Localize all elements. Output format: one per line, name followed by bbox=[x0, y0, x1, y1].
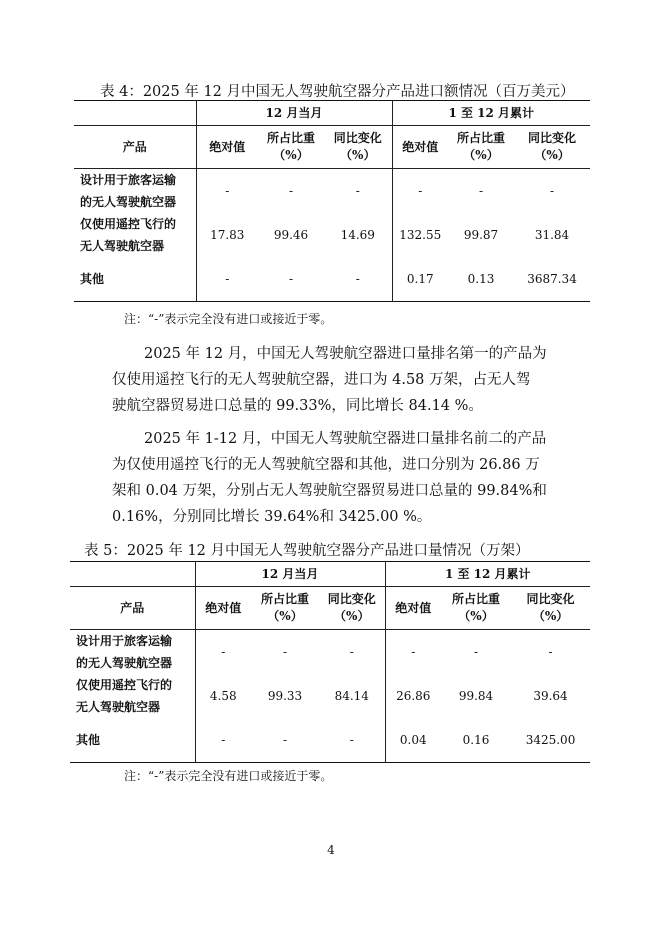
table4-col-share-cum: 所占比重 （%） bbox=[448, 126, 514, 169]
table5-col-share: 所占比重 （%） bbox=[251, 587, 319, 630]
paragraph-1: 2025 年 12 月，中国无人驾驶航空器进口量排名第一的产品为 仅使用遥控飞行的无人驾驶航空器，进口为 4.58 万架，占无人驾 驶航空器贸易进口总量的 99.33%，同比增长 84.14 %。 bbox=[112, 346, 547, 414]
paragraph-2: 2025 年 1-12 月，中国无人驾驶航空器进口量排名前二的产品 为仅使用遥控飞行的无人驾驶航空器和其他，进口分别为 26.86 万 架和 0.04 万架，分别占无人驾驶航空器贸易进口总量的 99.84%和 0.16%，分别同比增长 39.64%和 3425.00 %。 bbox=[112, 431, 547, 525]
table5-caption: 表 5：2025 年 12 月中国无人驾驶航空器分产品进口量情况（万架） bbox=[84, 543, 530, 559]
table-row: 仅使用遥控飞行的 17.83 99.46 14.69 132.55 99.87 31.84 bbox=[74, 213, 590, 235]
table5-group-current: 12 月当月 bbox=[195, 562, 385, 587]
table-row: 设计用于旅客运输 - - - - - - bbox=[70, 630, 590, 653]
table4-col-yoy-cum: 同比变化 （%） bbox=[514, 126, 590, 169]
table-row: 设计用于旅客运输 - - - - - - bbox=[74, 169, 590, 192]
table5-col-yoy-cum: 同比变化 （%） bbox=[511, 587, 590, 630]
table4-group-current: 12 月当月 bbox=[196, 101, 392, 126]
table-row: 其他 - - - 0.04 0.16 3425.00 bbox=[70, 718, 590, 763]
table4-col-product: 产品 bbox=[74, 126, 196, 169]
table5-note: 注：“-”表示完全没有进口或接近于零。 bbox=[124, 769, 333, 783]
table5-group-cumulative: 1 至 12 月累计 bbox=[385, 562, 590, 587]
table4-group-cumulative: 1 至 12 月累计 bbox=[392, 101, 590, 126]
table4-col-yoy: 同比变化 （%） bbox=[324, 126, 392, 169]
table4-col-share: 所占比重 （%） bbox=[258, 126, 324, 169]
table4-caption: 表 4：2025 年 12 月中国无人驾驶航空器分产品进口额情况（百万美元） bbox=[100, 84, 575, 100]
table4-col-abs-cum: 绝对值 bbox=[392, 126, 448, 169]
table5-col-abs-cum: 绝对值 bbox=[385, 587, 441, 630]
table4: 12 月当月 1 至 12 月累计 产品 绝对值 所占比重 （%） 同比变化 （%） 绝对值 所占比重 （%） 同比变化 （%） 设计用于旅客运输 - - - - - - 的无人驾驶航空器 仅使用遥控飞行的 17.83 99.46 14.69 132.55 99.87 31.84 无人驾驶航空器 其他 - - - 0.17 0.13 3687.34 bbox=[74, 100, 590, 302]
table5-col-yoy: 同比变化 （%） bbox=[319, 587, 385, 630]
table-row: 其他 - - - 0.17 0.13 3687.34 bbox=[74, 257, 590, 302]
table4-col-abs: 绝对值 bbox=[196, 126, 258, 169]
table5-col-product: 产品 bbox=[70, 587, 195, 630]
page-number: 4 bbox=[327, 843, 335, 857]
table5-col-share-cum: 所占比重 （%） bbox=[441, 587, 511, 630]
table5-col-abs: 绝对值 bbox=[195, 587, 251, 630]
table5: 12 月当月 1 至 12 月累计 产品 绝对值 所占比重 （%） 同比变化 （%） 绝对值 所占比重 （%） 同比变化 （%） 设计用于旅客运输 - - - - - - 的无人驾驶航空器 仅使用遥控飞行的 4.58 99.33 84.14 26.86 99.84 39.64 无人驾驶航空器 其他 - - - 0.04 0.16 3425.00 bbox=[70, 561, 590, 763]
table-row: 仅使用遥控飞行的 4.58 99.33 84.14 26.86 99.84 39.64 bbox=[70, 674, 590, 696]
table4-note: 注：“-”表示完全没有进口或接近于零。 bbox=[124, 312, 333, 326]
